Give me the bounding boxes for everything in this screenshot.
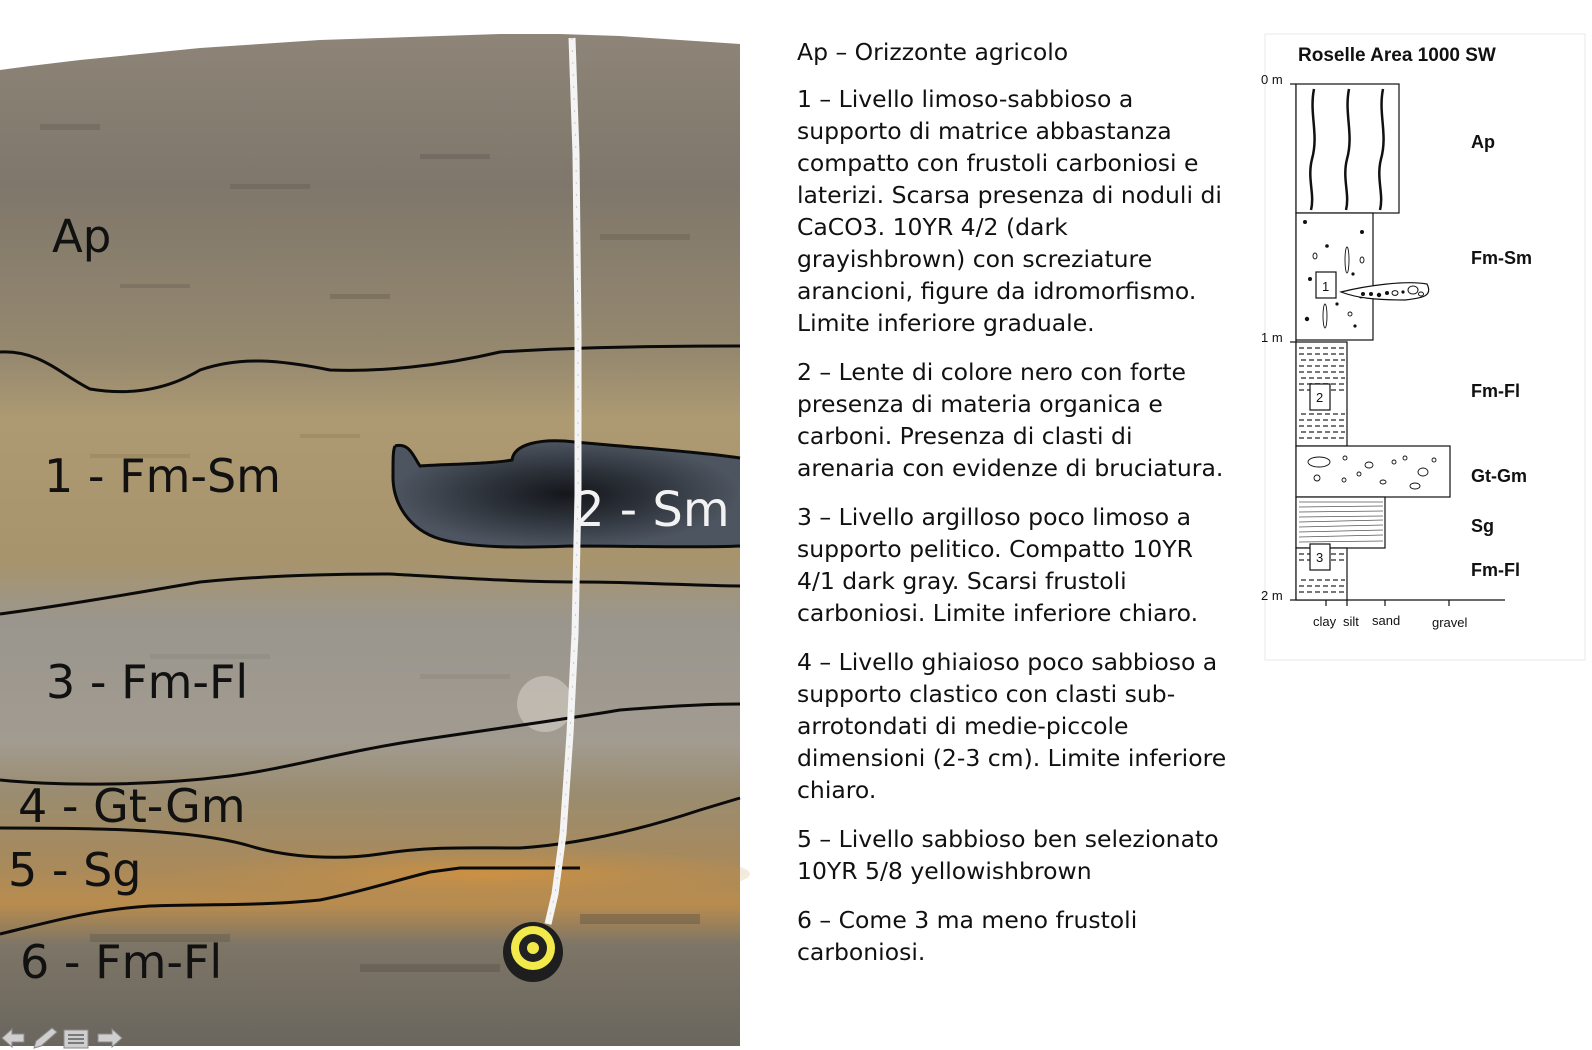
label-layer-3: 3 - Fm-Fl: [46, 655, 249, 709]
label-layer-4: 4 - Gt-Gm: [18, 779, 246, 833]
pencil-icon[interactable]: [34, 1028, 57, 1048]
label-layer-5: 5 - Sg: [8, 843, 142, 897]
description-layer-6: 6 – Come 3 ma meno frustoli carboniosi.: [797, 906, 1138, 966]
description-layer-1: 1 – Livello limoso-sabbioso a supporto di matrice abbastanza compatto con frustoli carboniosi e laterizi. Scarsa presenza di noduli di CaCO3. 10YR 4/2 (dark grayishbrown) con screziature arancioni, figure da idromorfismo. Limite inferiore graduale.: [797, 85, 1222, 337]
description-ap: Ap – Orizzonte agricolo: [797, 38, 1069, 66]
unit-fm-fl-upper: [1296, 342, 1347, 446]
label-ap: Ap: [52, 210, 112, 263]
facies-label-gt-gm: Gt-Gm: [1471, 466, 1527, 486]
tape-reel: [503, 922, 563, 982]
arrow-right-icon[interactable]: [98, 1029, 122, 1047]
facies-label-fm-sm: Fm-Sm: [1471, 248, 1533, 268]
unit-ap: [1296, 84, 1399, 213]
label-layer-2: 2 - Sm: [574, 482, 730, 538]
layer-descriptions: [797, 36, 1227, 985]
column-title: Roselle Area 1000 SW: [1298, 45, 1496, 66]
slide-navigation: [0, 1026, 125, 1050]
depth-label-2m: 2 m: [1261, 588, 1283, 603]
arrow-left-icon[interactable]: [2, 1029, 24, 1047]
sample-number-2: 2: [1316, 390, 1324, 405]
facies-label-sg: Sg: [1471, 516, 1495, 536]
facies-label-ap: Ap: [1471, 132, 1495, 152]
description-layer-4: 4 – Livello ghiaioso poco sabbioso a supporto clastico con clasti sub-arrotondati di medie-piccole dimensioni (2-3 cm). Limite inferiore chiaro.: [797, 648, 1227, 804]
grain-label-gravel: gravel: [1432, 615, 1468, 630]
unit-sg: [1296, 497, 1385, 548]
description-layer-2: 2 – Lente di colore nero con forte presenza di materia organica e carboni. Presenza di clasti di arenaria con evidenze di bruciatura.: [797, 358, 1224, 482]
depth-label-1m: 1 m: [1261, 330, 1283, 345]
label-layer-6: 6 - Fm-Fl: [20, 935, 223, 989]
unit-fm-fl-lower: [1296, 544, 1347, 600]
label-layer-1: 1 - Fm-Sm: [44, 449, 281, 503]
unit-gt-gm: [1296, 446, 1450, 497]
grain-label-silt: silt: [1343, 614, 1359, 629]
grain-label-sand: sand: [1372, 613, 1401, 628]
description-layer-5: 5 – Livello sabbioso ben selezionato 10YR 5/8 yellowishbrown: [797, 825, 1219, 885]
grain-label-clay: clay: [1313, 614, 1337, 629]
soil-profile-photo: [0, 34, 740, 1046]
facies-label-fm-fl-upper: Fm-Fl: [1471, 381, 1520, 401]
sample-number-1: 1: [1322, 279, 1330, 294]
stratigraphic-column: [1261, 34, 1585, 674]
sample-number-3: 3: [1316, 550, 1324, 565]
facies-label-fm-fl-lower: Fm-Fl: [1471, 560, 1520, 580]
depth-label-0m: 0 m: [1261, 72, 1283, 87]
description-layer-3: 3 – Livello argilloso poco limoso a supporto pelitico. Compatto 10YR 4/1 dark gray. Scarsi frustoli carboniosi. Limite inferiore chiaro.: [797, 503, 1199, 627]
menu-icon[interactable]: [64, 1030, 88, 1048]
